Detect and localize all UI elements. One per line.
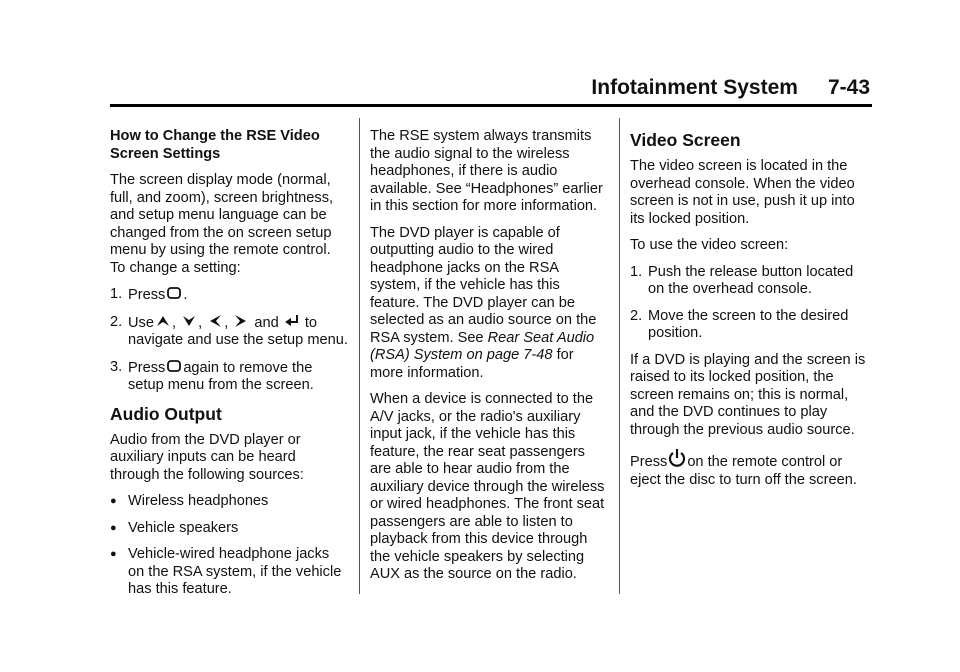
left-arrow-icon [207,314,223,328]
page-header [591,76,870,100]
config-button-icon [166,359,182,373]
list-item: ● Vehicle speakers [110,519,239,536]
column-divider-2 [619,118,620,594]
setup-step-1: 1. Press . [110,286,188,303]
dvd-audio-paragraph: The DVD player is capable of outputting audio to the wired headphone jacks on the RSA system, if the vehicle has this feature. The DVD player can be selected as an audio source on the RSA system. See Rear Seat Audio (RSA) System on page 7-48 for more information. [370,224,597,381]
down-arrow-icon [181,314,197,328]
list-item: ● Wireless headphones [110,493,269,509]
video-screen-heading: Video Screen [630,130,741,150]
enter-icon [284,314,300,328]
section-title: Infotainment System [591,76,798,99]
list-item: ● Vehicle-wired headphone jacks on the RSA system, if the vehicle has this feature. [110,546,342,597]
rse-settings-intro: The screen display mode (normal, full, and zoom), screen brightness, and setup menu language can be changed from the on screen setup menu by using the remote control. To change a setting: [110,172,334,276]
page-number: 7-43 [827,76,870,99]
column-3 [630,128,868,498]
audio-output-heading: Audio Output [110,403,222,424]
header-rule [110,104,872,107]
rse-settings-subheading: How to Change the RSE Video Screen Settings [110,128,320,162]
up-arrow-icon [155,314,171,328]
setup-step-2: 2. Use , , , and to navigate and use the setup menu. [110,313,348,348]
power-off-paragraph: Press on the remote control or eject the disc to turn off the screen. [630,448,868,489]
video-step-1: 1. Push the release button located on the overhead console. [630,263,854,297]
setup-step-3: 3. Press again to remove the setup menu from the screen. [110,358,314,393]
wireless-audio-paragraph: The RSE system always transmits the audio signal to the wireless headphones, if there is audio available. See “Headphones” earlier in this section for more information. [370,128,603,214]
rsa-cross-reference-link[interactable]: Rear Seat Audio (RSA) System on page 7-48 [370,329,595,363]
video-screen-intro: The video screen is located in the overhead console. When the video screen is not in use, push it up into its locked position. [630,158,855,227]
bullet-icon: ● [110,548,117,560]
config-button-icon [166,286,182,300]
power-icon [667,448,687,468]
right-arrow-icon [233,314,249,328]
audio-output-intro: Audio from the DVD player or auxiliary inputs can be heard through the following sources: [110,431,304,483]
bullet-icon: ● [110,521,117,534]
column-1 [110,128,348,608]
video-screen-raised-paragraph: If a DVD is playing and the screen is raised to its locked position, the screen remains on; this is normal, and the DVD continues to play through the previous audio source. [630,351,866,438]
column-2 [370,128,608,593]
video-step-2: 2. Move the screen to the desired position. [630,307,849,341]
video-screen-usage: To use the video screen: [630,237,789,253]
aux-audio-paragraph: When a device is connected to the A/V jacks, or the radio's auxiliary input jack, if the vehicle has this feature, the rear seat passengers are able to hear audio from the auxiliary device through the wireless or wired headphones. The front seat passengers are able to listen to playback from this device through the vehicle speakers by selecting AUX as the source on the radio. [370,391,605,582]
column-divider-1 [359,118,360,594]
bullet-icon: ● [110,495,117,507]
